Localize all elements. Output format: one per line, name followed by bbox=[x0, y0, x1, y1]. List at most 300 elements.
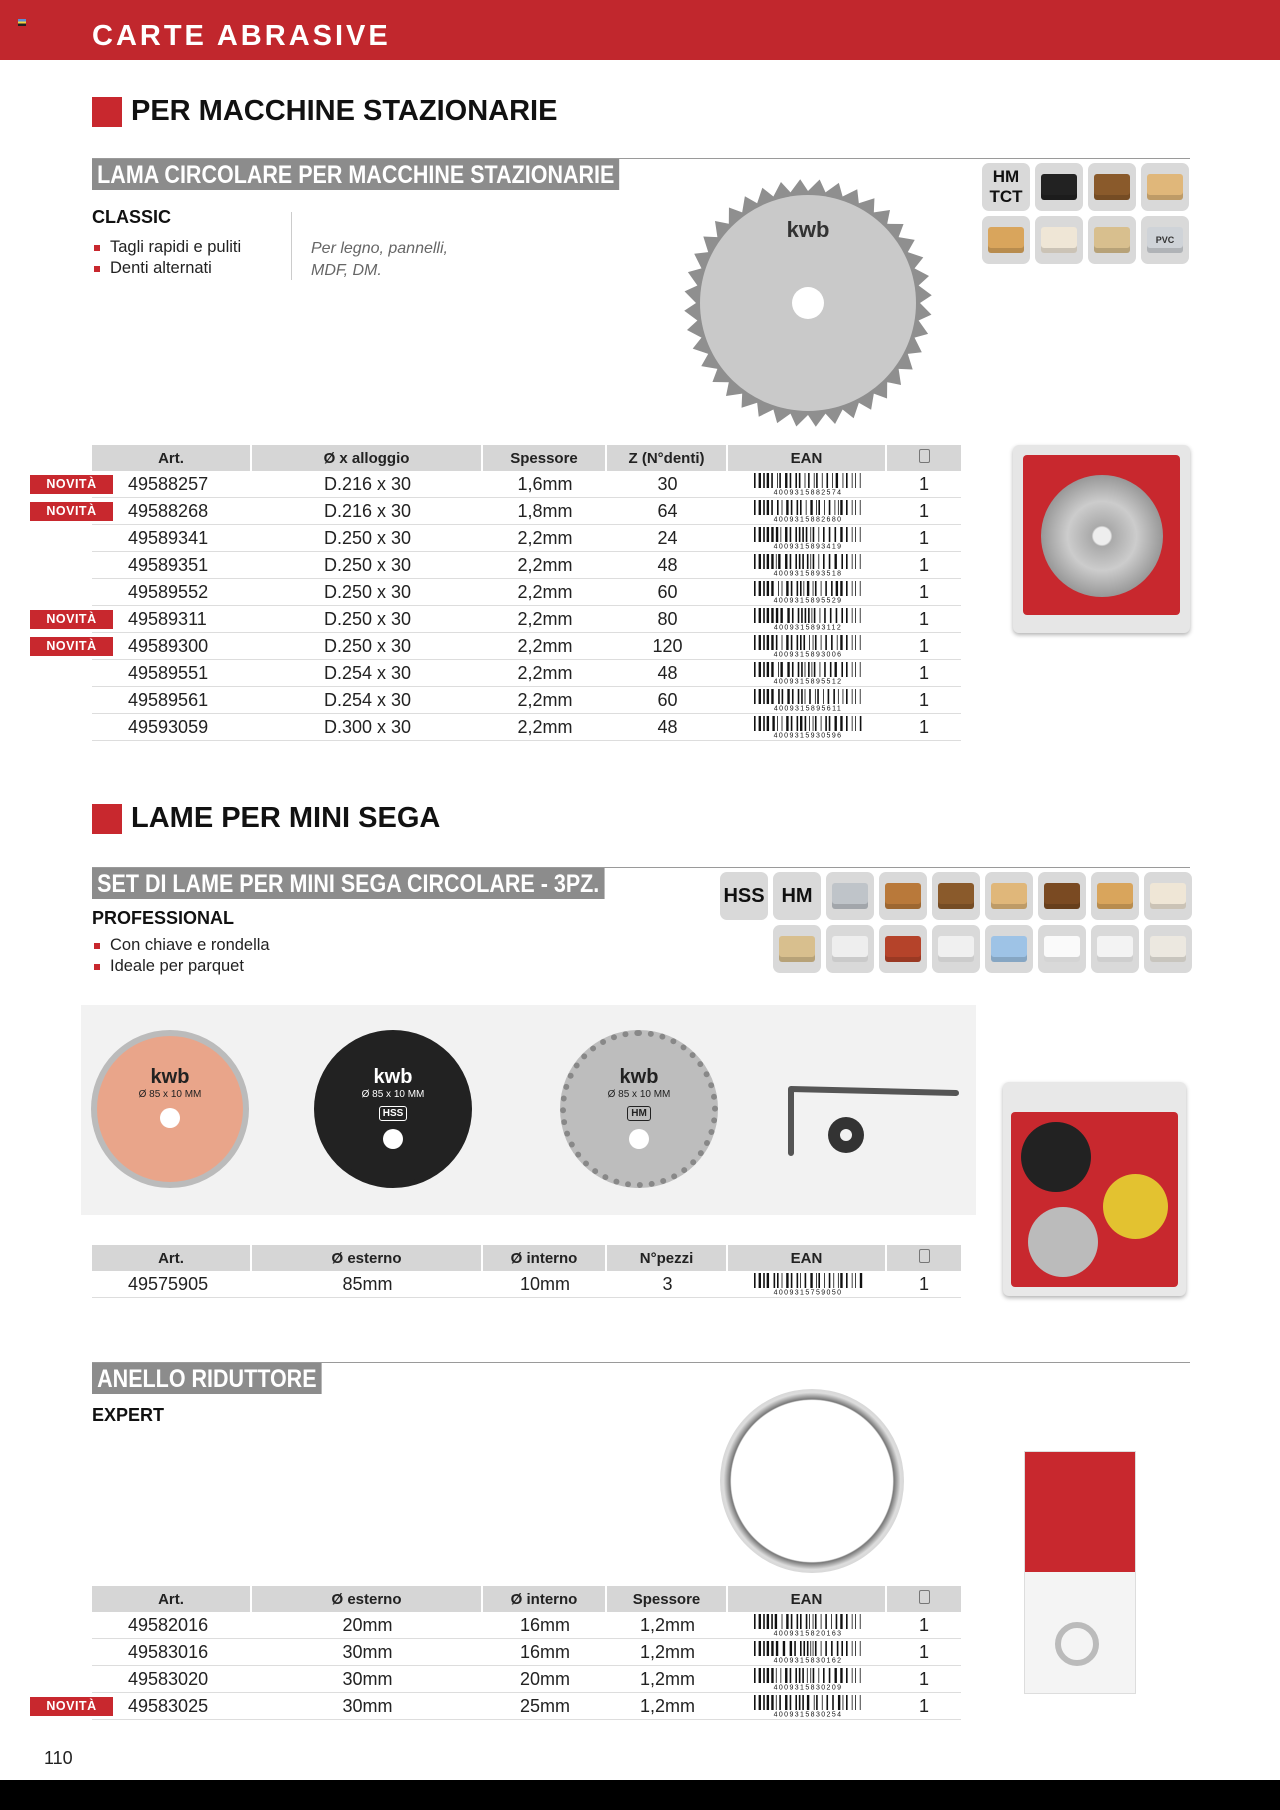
column-header: Ø interno bbox=[483, 1245, 607, 1271]
z-value: 120 bbox=[652, 635, 683, 656]
cell-qty bbox=[887, 1639, 961, 1666]
cell-qty bbox=[887, 525, 961, 552]
cell-dim bbox=[252, 525, 483, 552]
art-value: 49589311 bbox=[128, 608, 207, 629]
cell-thk bbox=[483, 471, 607, 498]
section-heading-text: PER MACCHINE STAZIONARIE bbox=[131, 95, 558, 127]
novita-badge: NOVITÀ bbox=[30, 637, 113, 656]
qty-value: 1 bbox=[918, 1614, 929, 1635]
mini-saw-blade-image bbox=[560, 1030, 718, 1188]
grooved-wood-icon bbox=[1038, 872, 1086, 920]
dim-value: D.254 x 30 bbox=[323, 689, 412, 710]
laminate-icon bbox=[1144, 872, 1192, 920]
cell-art bbox=[46, 1693, 252, 1720]
hardwood-icon bbox=[932, 872, 980, 920]
art-value: 49589551 bbox=[128, 662, 209, 683]
dim-value: D.250 x 30 bbox=[323, 527, 412, 548]
art-value: 49583025 bbox=[128, 1695, 209, 1716]
table-row bbox=[92, 1612, 961, 1639]
cell-thk bbox=[483, 552, 607, 579]
blade-type-label: HM bbox=[627, 1106, 651, 1121]
cell-z bbox=[607, 498, 728, 525]
ean-barcode bbox=[728, 579, 887, 606]
feature-bullet: Con chiave e rondella bbox=[94, 935, 270, 956]
barcode bbox=[752, 527, 864, 549]
column-header: Spessore bbox=[607, 1586, 728, 1612]
cell-dim bbox=[252, 579, 483, 606]
thk-value: 2,2mm bbox=[517, 662, 573, 683]
cell-dim bbox=[252, 633, 483, 660]
qty-value: 1 bbox=[918, 1641, 929, 1662]
ean-barcode bbox=[728, 498, 887, 525]
floor-tile-icon bbox=[1038, 925, 1086, 973]
cell-int bbox=[483, 1271, 607, 1298]
svg-text:4009315882680: 4009315882680 bbox=[773, 516, 842, 523]
product-title: ANELLO RIDUTTORE bbox=[92, 1363, 322, 1394]
cell-z bbox=[607, 606, 728, 633]
ext-value: 30mm bbox=[342, 1695, 393, 1716]
ean-barcode bbox=[728, 660, 887, 687]
table-row bbox=[92, 660, 961, 687]
cell-z bbox=[607, 633, 728, 660]
art-value: 49589300 bbox=[128, 635, 209, 656]
cell-thk bbox=[483, 606, 607, 633]
spec-badge-hm-tct: HM TCT bbox=[982, 163, 1030, 211]
blade-size-label: Ø 85 x 10 MM bbox=[607, 1089, 671, 1100]
blade-size-label: Ø 85 x 10 MM bbox=[361, 1089, 425, 1100]
footer-bar bbox=[0, 1780, 1280, 1810]
cell-thk bbox=[483, 579, 607, 606]
page-header-bar bbox=[0, 0, 1280, 60]
cell-ext bbox=[252, 1612, 483, 1639]
dim-value: D.216 x 30 bbox=[323, 473, 412, 494]
product-package-image bbox=[1003, 1082, 1186, 1296]
column-header: Spessore bbox=[483, 445, 607, 471]
cell-qty bbox=[887, 1666, 961, 1693]
cell-z bbox=[607, 714, 728, 741]
pack-quantity-icon bbox=[887, 445, 961, 471]
table-row bbox=[92, 1666, 961, 1693]
feature-bullet: Denti alternati bbox=[94, 258, 241, 279]
art-value: 49583016 bbox=[128, 1641, 209, 1662]
product-table bbox=[46, 445, 961, 741]
svg-text:4009315893518: 4009315893518 bbox=[773, 570, 842, 577]
n-value: 3 bbox=[662, 1273, 673, 1294]
feature-bullet: Tagli rapidi e puliti bbox=[94, 237, 241, 258]
barcode bbox=[752, 1695, 864, 1717]
barcode bbox=[752, 689, 864, 711]
z-value: 80 bbox=[657, 608, 678, 629]
ean-barcode bbox=[728, 1639, 887, 1666]
cell-z bbox=[607, 660, 728, 687]
column-header: Art. bbox=[92, 1245, 252, 1271]
cell-qty bbox=[887, 1693, 961, 1720]
cell-art bbox=[92, 687, 252, 714]
art-value: 49588268 bbox=[128, 500, 209, 521]
ext-value: 30mm bbox=[342, 1641, 393, 1662]
table-row bbox=[92, 525, 961, 552]
plasterboard-icon bbox=[1091, 925, 1139, 973]
z-value: 30 bbox=[657, 473, 678, 494]
column-header: Ø esterno bbox=[252, 1245, 483, 1271]
chipboard-icon bbox=[1088, 216, 1136, 264]
svg-text:4009315830209: 4009315830209 bbox=[773, 1684, 842, 1691]
cell-thk bbox=[483, 714, 607, 741]
thk-value: 1,2mm bbox=[639, 1641, 695, 1662]
cell-qty bbox=[887, 1612, 961, 1639]
qty-value: 1 bbox=[918, 500, 929, 521]
int-value: 16mm bbox=[519, 1614, 570, 1635]
ean-barcode bbox=[728, 633, 887, 660]
reducer-ring-image bbox=[720, 1389, 904, 1573]
table-row bbox=[92, 579, 961, 606]
column-header: EAN bbox=[728, 1586, 887, 1612]
dim-value: D.250 x 30 bbox=[323, 554, 412, 575]
brick-icon bbox=[879, 925, 927, 973]
cell-int bbox=[483, 1612, 607, 1639]
cell-art bbox=[92, 660, 252, 687]
cell-art bbox=[46, 606, 252, 633]
svg-text:4009315893419: 4009315893419 bbox=[773, 543, 842, 550]
column-header: Z (N°denti) bbox=[607, 445, 728, 471]
thk-value: 1,2mm bbox=[639, 1668, 695, 1689]
cell-art bbox=[92, 525, 252, 552]
cell-int bbox=[483, 1693, 607, 1720]
plywood-icon bbox=[1091, 872, 1139, 920]
cell-art bbox=[46, 633, 252, 660]
window-frame-icon bbox=[826, 925, 874, 973]
flag-icon bbox=[18, 19, 26, 26]
svg-text:4009315895529: 4009315895529 bbox=[773, 597, 842, 604]
cell-art bbox=[46, 471, 252, 498]
cell-dim bbox=[252, 498, 483, 525]
page-number: 110 bbox=[44, 1748, 73, 1768]
table-row bbox=[92, 552, 961, 579]
blade-type-label: HSS bbox=[379, 1106, 408, 1121]
novita-badge: NOVITÀ bbox=[30, 502, 113, 521]
fiber-board-icon bbox=[1144, 925, 1192, 973]
cell-art bbox=[92, 1612, 252, 1639]
dim-value: D.300 x 30 bbox=[323, 716, 412, 737]
art-value: 49589561 bbox=[128, 689, 209, 710]
softwood-icon bbox=[1141, 163, 1189, 211]
cell-ext bbox=[252, 1639, 483, 1666]
art-value: 49575905 bbox=[128, 1273, 209, 1294]
allen-key-and-washer-image bbox=[771, 1083, 971, 1163]
cell-qty bbox=[887, 471, 961, 498]
cell-thk bbox=[483, 498, 607, 525]
saw-teeth-icon bbox=[1035, 163, 1083, 211]
barcode bbox=[752, 716, 864, 738]
column-header: Ø x alloggio bbox=[252, 445, 483, 471]
pack-quantity-icon bbox=[887, 1245, 961, 1271]
aerated-concrete-icon bbox=[932, 925, 980, 973]
material-icons bbox=[982, 163, 1189, 264]
thk-value: 1,8mm bbox=[517, 500, 573, 521]
cell-art bbox=[92, 579, 252, 606]
section-heading bbox=[92, 802, 440, 835]
qty-value: 1 bbox=[918, 635, 929, 656]
ext-value: 85mm bbox=[342, 1273, 393, 1294]
cell-art bbox=[92, 1666, 252, 1693]
int-value: 20mm bbox=[519, 1668, 570, 1689]
svg-text:kwb: kwb bbox=[786, 217, 830, 242]
cell-thk bbox=[607, 1639, 728, 1666]
mini-saw-blade-image bbox=[91, 1030, 249, 1188]
art-value: 49589552 bbox=[128, 581, 209, 602]
product-table bbox=[46, 1586, 961, 1720]
novita-badge: NOVITÀ bbox=[30, 1697, 113, 1716]
cell-qty bbox=[887, 714, 961, 741]
dim-value: D.250 x 30 bbox=[323, 581, 412, 602]
ext-value: 20mm bbox=[342, 1614, 393, 1635]
column-header: Art. bbox=[92, 445, 252, 471]
art-value: 49582016 bbox=[128, 1614, 209, 1635]
column-header: Ø interno bbox=[483, 1586, 607, 1612]
barcode bbox=[752, 1614, 864, 1636]
blade-size-label: Ø 85 x 10 MM bbox=[138, 1089, 202, 1100]
qty-value: 1 bbox=[918, 581, 929, 602]
table-row bbox=[92, 1693, 961, 1720]
qty-value: 1 bbox=[918, 473, 929, 494]
novita-badge: NOVITÀ bbox=[30, 610, 113, 629]
art-value: 49583020 bbox=[128, 1668, 209, 1689]
table-row bbox=[92, 498, 961, 525]
product-line: CLASSIC bbox=[92, 207, 172, 227]
cell-dim bbox=[252, 660, 483, 687]
cell-thk bbox=[483, 525, 607, 552]
qty-value: 1 bbox=[918, 716, 929, 737]
thk-value: 2,2mm bbox=[517, 608, 573, 629]
art-value: 49589341 bbox=[128, 527, 209, 548]
thk-value: 2,2mm bbox=[517, 581, 573, 602]
thk-value: 2,2mm bbox=[517, 689, 573, 710]
cell-dim bbox=[252, 687, 483, 714]
svg-text:4009315895512: 4009315895512 bbox=[773, 678, 842, 685]
svg-text:4009315759050: 4009315759050 bbox=[773, 1289, 842, 1296]
barcode bbox=[752, 500, 864, 522]
product-package-image bbox=[1024, 1451, 1136, 1694]
cell-art bbox=[46, 498, 252, 525]
thk-value: 2,2mm bbox=[517, 635, 573, 656]
table-row bbox=[92, 471, 961, 498]
dim-value: D.254 x 30 bbox=[323, 662, 412, 683]
barcode bbox=[752, 1668, 864, 1690]
column-header: Ø esterno bbox=[252, 1586, 483, 1612]
ean-barcode bbox=[728, 552, 887, 579]
ean-barcode bbox=[728, 1612, 887, 1639]
thk-value: 2,2mm bbox=[517, 527, 573, 548]
cell-art bbox=[92, 1639, 252, 1666]
material-icons bbox=[773, 925, 1192, 973]
cell-qty bbox=[887, 1271, 961, 1298]
table-row bbox=[92, 1639, 961, 1666]
cell-z bbox=[607, 552, 728, 579]
cell-z bbox=[607, 579, 728, 606]
cell-art bbox=[92, 552, 252, 579]
pvc-pipe-icon: PVC bbox=[1141, 216, 1189, 264]
cell-art bbox=[92, 714, 252, 741]
cell-thk bbox=[607, 1693, 728, 1720]
product-image-area bbox=[81, 1005, 976, 1215]
cell-qty bbox=[887, 633, 961, 660]
ean-barcode bbox=[728, 606, 887, 633]
brand-logo: kwb bbox=[619, 1066, 659, 1088]
ean-barcode bbox=[728, 471, 887, 498]
cell-qty bbox=[887, 687, 961, 714]
column-header: EAN bbox=[728, 445, 887, 471]
qty-value: 1 bbox=[918, 1273, 929, 1294]
art-value: 49589351 bbox=[128, 554, 209, 575]
barcode bbox=[752, 662, 864, 684]
product-line: EXPERT bbox=[92, 1405, 165, 1425]
svg-text:4009315930596: 4009315930596 bbox=[773, 732, 842, 739]
parquet-icon bbox=[879, 872, 927, 920]
spec-badge-hm: HM bbox=[773, 872, 821, 920]
z-value: 48 bbox=[657, 662, 678, 683]
column-header: EAN bbox=[728, 1245, 887, 1271]
qty-value: 1 bbox=[918, 527, 929, 548]
barcode bbox=[752, 635, 864, 657]
circular-saw-blade-image bbox=[680, 175, 936, 431]
plywood-icon bbox=[982, 216, 1030, 264]
brand-logo: kwb bbox=[373, 1066, 413, 1088]
table-row bbox=[92, 1271, 961, 1298]
cell-n bbox=[607, 1271, 728, 1298]
thk-value: 1,6mm bbox=[517, 473, 573, 494]
svg-text:4009315830162: 4009315830162 bbox=[773, 1657, 842, 1664]
softwood-icon bbox=[985, 872, 1033, 920]
thk-value: 2,2mm bbox=[517, 716, 573, 737]
table-row bbox=[92, 633, 961, 660]
product-title: SET DI LAME PER MINI SEGA CIRCOLARE - 3PZ. bbox=[92, 868, 604, 899]
cell-thk bbox=[607, 1612, 728, 1639]
product-title: LAMA CIRCOLARE PER MACCHINE STAZIONARIE bbox=[92, 159, 620, 190]
table-row bbox=[92, 687, 961, 714]
qty-value: 1 bbox=[918, 662, 929, 683]
column-header: N°pezzi bbox=[607, 1245, 728, 1271]
table-row bbox=[92, 606, 961, 633]
pack-quantity-icon bbox=[887, 1586, 961, 1612]
cell-z bbox=[607, 471, 728, 498]
svg-text:4009315830254: 4009315830254 bbox=[773, 1711, 842, 1718]
section-heading-text: LAME PER MINI SEGA bbox=[131, 802, 441, 834]
cell-ext bbox=[252, 1693, 483, 1720]
cell-qty bbox=[887, 606, 961, 633]
cell-z bbox=[607, 525, 728, 552]
cell-int bbox=[483, 1639, 607, 1666]
art-value: 49588257 bbox=[128, 473, 209, 494]
cell-int bbox=[483, 1666, 607, 1693]
qty-value: 1 bbox=[918, 1668, 929, 1689]
barcode bbox=[752, 581, 864, 603]
ean-barcode bbox=[728, 1666, 887, 1693]
cell-art bbox=[92, 1271, 252, 1298]
int-value: 25mm bbox=[519, 1695, 570, 1716]
material-icons bbox=[720, 872, 1192, 920]
int-value: 10mm bbox=[519, 1273, 570, 1294]
cell-dim bbox=[252, 606, 483, 633]
usage-text: Per legno, pannelli, MDF, DM. bbox=[311, 240, 448, 279]
barcode bbox=[752, 1273, 864, 1295]
novita-badge: NOVITÀ bbox=[30, 475, 113, 494]
z-value: 48 bbox=[657, 554, 678, 575]
brand-logo: kwb bbox=[150, 1066, 190, 1088]
feature-bullet: Ideale per parquet bbox=[94, 956, 270, 977]
ean-barcode bbox=[728, 1693, 887, 1720]
cell-ext bbox=[252, 1666, 483, 1693]
laminate-icon bbox=[1035, 216, 1083, 264]
cell-thk bbox=[483, 633, 607, 660]
section-heading bbox=[92, 95, 557, 128]
z-value: 60 bbox=[657, 581, 678, 602]
cell-qty bbox=[887, 498, 961, 525]
svg-text:4009315895611: 4009315895611 bbox=[773, 705, 842, 712]
z-value: 60 bbox=[657, 689, 678, 710]
art-value: 49593059 bbox=[128, 716, 209, 737]
cell-dim bbox=[252, 552, 483, 579]
column-header: Art. bbox=[92, 1586, 252, 1612]
svg-text:4009315820163: 4009315820163 bbox=[773, 1630, 842, 1637]
mini-saw-blade-image bbox=[314, 1030, 472, 1188]
svg-text:4009315893006: 4009315893006 bbox=[773, 651, 842, 658]
cell-dim bbox=[252, 714, 483, 741]
cell-ext bbox=[252, 1271, 483, 1298]
divider bbox=[291, 212, 292, 280]
int-value: 16mm bbox=[519, 1641, 570, 1662]
product-table bbox=[92, 1245, 961, 1298]
ean-barcode bbox=[728, 714, 887, 741]
cell-thk bbox=[483, 660, 607, 687]
qty-value: 1 bbox=[918, 1695, 929, 1716]
dim-value: D.250 x 30 bbox=[323, 608, 412, 629]
cell-qty bbox=[887, 579, 961, 606]
cell-qty bbox=[887, 552, 961, 579]
thk-value: 1,2mm bbox=[639, 1614, 695, 1635]
product-package-image bbox=[1013, 445, 1190, 633]
svg-text:4009315882574: 4009315882574 bbox=[773, 489, 842, 496]
chipboard-icon bbox=[773, 925, 821, 973]
ean-barcode bbox=[728, 525, 887, 552]
barcode bbox=[752, 1641, 864, 1663]
dim-value: D.250 x 30 bbox=[323, 635, 412, 656]
ean-barcode bbox=[728, 687, 887, 714]
cell-thk bbox=[607, 1666, 728, 1693]
hardwood-icon bbox=[1088, 163, 1136, 211]
qty-value: 1 bbox=[918, 554, 929, 575]
page-title: CARTE ABRASIVE bbox=[92, 20, 391, 52]
qty-value: 1 bbox=[918, 608, 929, 629]
cell-z bbox=[607, 687, 728, 714]
z-value: 24 bbox=[657, 527, 678, 548]
z-value: 64 bbox=[657, 500, 678, 521]
ean-barcode bbox=[728, 1271, 887, 1298]
cell-dim bbox=[252, 471, 483, 498]
z-value: 48 bbox=[657, 716, 678, 737]
barcode bbox=[752, 608, 864, 630]
table-row bbox=[92, 714, 961, 741]
product-line: PROFESSIONAL bbox=[92, 908, 235, 928]
qty-value: 1 bbox=[918, 689, 929, 710]
thk-value: 1,2mm bbox=[639, 1695, 695, 1716]
cell-thk bbox=[483, 687, 607, 714]
dim-value: D.216 x 30 bbox=[323, 500, 412, 521]
barcode bbox=[752, 554, 864, 576]
ceramic-tile-icon bbox=[985, 925, 1033, 973]
ext-value: 30mm bbox=[342, 1668, 393, 1689]
svg-text:4009315893112: 4009315893112 bbox=[773, 624, 842, 631]
diamond-icon bbox=[826, 872, 874, 920]
